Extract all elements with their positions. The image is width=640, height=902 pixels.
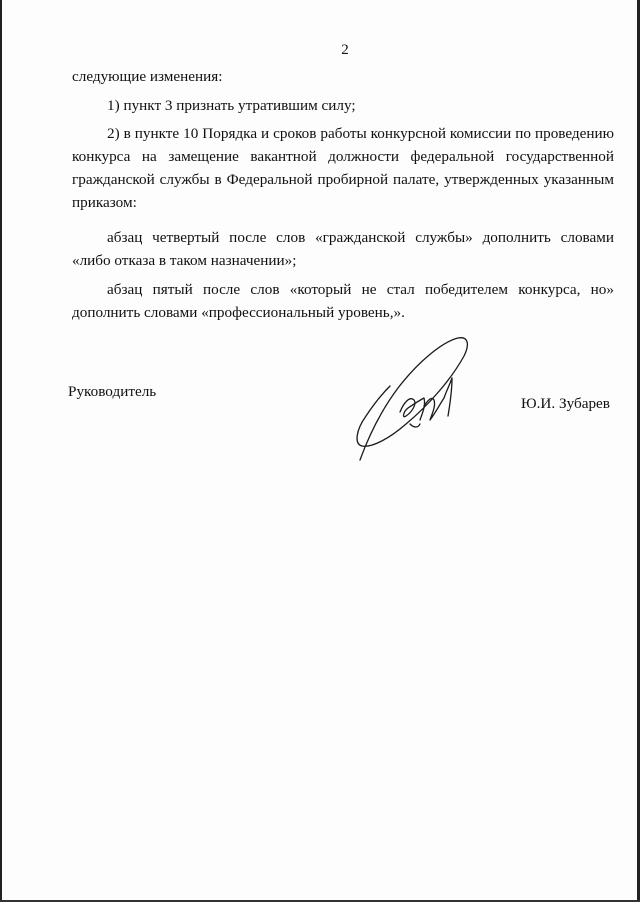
paragraph-abzac-4: абзац четвертый после слов «гражданской службы» дополнить словами «либо отказа в таком назначении»; <box>72 229 614 269</box>
scan-edge-left <box>0 0 2 902</box>
list-item-1: 1) пункт 3 признать утратившим силу; <box>107 97 356 114</box>
page-number: 2 <box>341 42 349 58</box>
signer-title: Руководитель <box>68 383 157 400</box>
signature-icon <box>340 320 490 470</box>
intro-line: следующие изменения: <box>72 68 223 85</box>
paragraph-abzac-5: абзац пятый после слов «который не стал победителем конкурса, но» дополнить словами «профессиональный уровень,». <box>72 281 614 321</box>
list-item-2: 2) в пункте 10 Порядка и сроков работы конкурсной комиссии по проведению конкурса на замещение вакантной должности федеральной государственной гражданской службы в Федеральной пробирной палате, утвержденных указанным приказом: <box>72 125 614 211</box>
signer-name: Ю.И. Зубарев <box>521 395 610 412</box>
